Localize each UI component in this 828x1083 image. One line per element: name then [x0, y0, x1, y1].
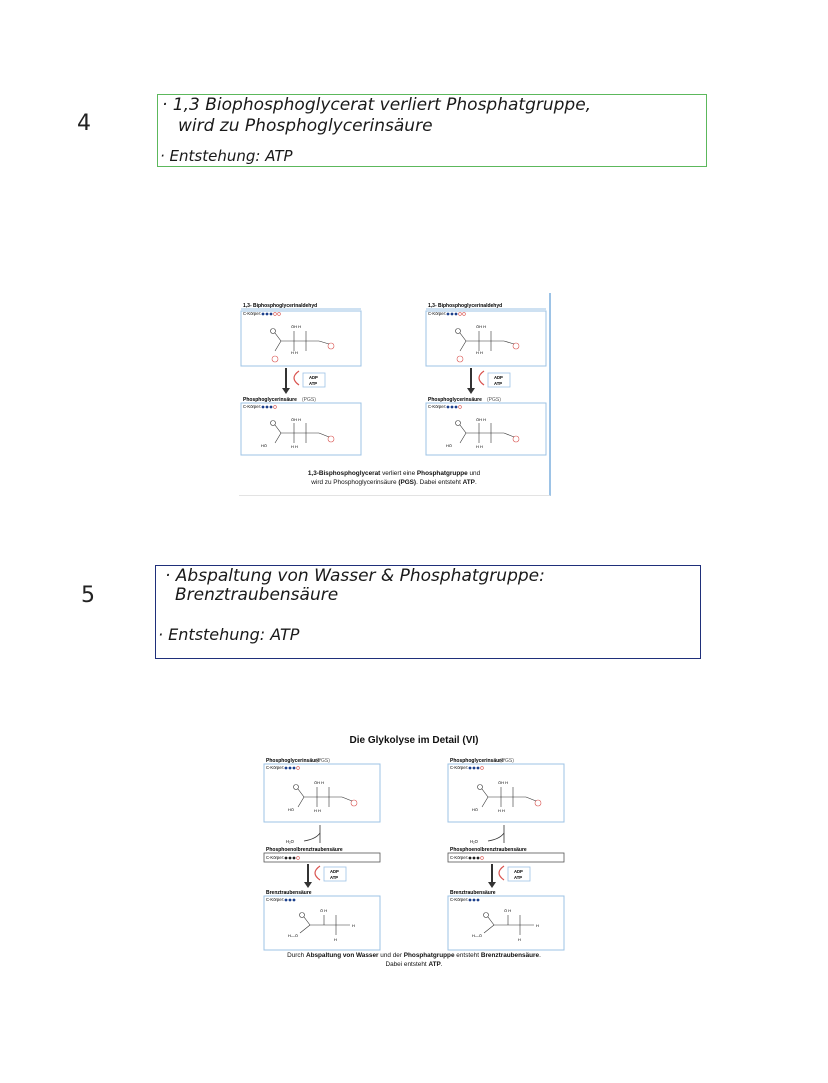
svg-text:C-Körper:: C-Körper:	[266, 897, 285, 902]
svg-text:H H: H H	[291, 350, 298, 355]
carbon-dot-icon	[455, 313, 458, 316]
svg-text:ADP: ADP	[494, 375, 503, 380]
carbon-dot-icon	[293, 767, 296, 770]
svg-text:Ö H: Ö H	[504, 908, 512, 913]
svg-text:C-Körper:: C-Körper:	[243, 404, 262, 409]
carbon-dot-icon	[266, 313, 269, 316]
svg-text:H: H	[536, 923, 539, 928]
note-4-line-2: wird zu Phosphoglycerinsäure	[178, 116, 433, 136]
svg-text:1,3- Biphosphoglycerinaldehyd: 1,3- Biphosphoglycerinaldehyd	[428, 303, 503, 309]
svg-text:H: H	[352, 923, 355, 928]
carbon-dot-icon	[285, 767, 288, 770]
carbon-dot-icon	[266, 406, 269, 409]
svg-text:ATP: ATP	[514, 875, 523, 880]
note-5-line-3: · Entstehung: ATP	[158, 625, 300, 644]
figure-1-column-left	[241, 303, 361, 455]
svg-text:(PGS): (PGS)	[302, 397, 316, 403]
svg-text:Brenztraubensäure: Brenztraubensäure	[266, 890, 312, 896]
svg-text:H: H	[334, 937, 337, 942]
carbon-dot-icon	[293, 899, 296, 902]
molecule-pyruvate	[300, 913, 351, 936]
note-number-5: 5	[81, 583, 95, 608]
svg-text:(PGS): (PGS)	[487, 397, 501, 403]
svg-text:C-Körper:: C-Körper:	[428, 311, 447, 316]
svg-text:Phosphoenolbrenztraubensäure: Phosphoenolbrenztraubensäure	[450, 847, 527, 853]
svg-text:Phosphoglycerinsäure: Phosphoglycerinsäure	[266, 758, 320, 764]
carbon-dot-icon	[469, 899, 472, 902]
carbon-dot-icon	[289, 767, 292, 770]
svg-text:ADP: ADP	[514, 869, 523, 874]
svg-text:Ö H: Ö H	[320, 908, 328, 913]
molecule-pgs	[271, 421, 335, 444]
svg-text:Phosphoglycerinsäure: Phosphoglycerinsäure	[243, 397, 297, 403]
svg-text:H: H	[518, 937, 521, 942]
figure-2-column-left	[264, 758, 380, 950]
svg-text:HÖ: HÖ	[472, 807, 478, 812]
figure-1-column-right	[426, 303, 546, 455]
svg-text:ADP: ADP	[330, 869, 339, 874]
carbon-dot-icon	[270, 406, 273, 409]
svg-text:H₂O: H₂O	[286, 839, 294, 844]
carbon-dot-icon	[477, 857, 480, 860]
svg-text:ADP: ADP	[309, 375, 318, 380]
svg-text:Brenztraubensäure: Brenztraubensäure	[450, 890, 496, 896]
carbon-dot-icon	[473, 857, 476, 860]
figure-1-diagram	[239, 293, 549, 495]
figure-bisphosphoglycerate	[239, 293, 551, 496]
carbon-dot-icon	[473, 767, 476, 770]
carbon-dot-icon	[289, 857, 292, 860]
svg-text:ÖH H: ÖH H	[314, 780, 324, 785]
svg-text:HÖ: HÖ	[446, 443, 452, 448]
svg-text:C-Körper:: C-Körper:	[428, 404, 447, 409]
phosphate-icon	[274, 406, 277, 409]
carbon-dot-icon	[262, 313, 265, 316]
note-5-line-2: Brenztraubensäure	[175, 585, 339, 605]
carbon-dot-icon	[451, 406, 454, 409]
svg-text:H—Ö: H—Ö	[472, 933, 482, 938]
note-number-4: 4	[77, 111, 91, 136]
note-4-line-3: · Entstehung: ATP	[160, 147, 293, 165]
carbon-dot-icon	[447, 313, 450, 316]
svg-text:H H: H H	[476, 444, 483, 449]
svg-text:H H: H H	[498, 808, 505, 813]
figure-1-caption: 1,3-Bisphosphoglycerat verliert eine Phosphatgruppe und wird zu Phosphoglycerinsäure (PGS). Dabei entsteht ATP.	[307, 470, 481, 486]
svg-text:HÖ: HÖ	[288, 807, 294, 812]
note-5-line-1: · Abspaltung von Wasser & Phosphatgruppe:	[165, 566, 545, 586]
svg-text:H H: H H	[291, 444, 298, 449]
svg-text:H₂O: H₂O	[470, 839, 478, 844]
svg-text:ÖH H: ÖH H	[291, 417, 301, 422]
figure-glycolysis-detail	[258, 735, 570, 971]
carbon-dot-icon	[285, 857, 288, 860]
figure-2-column-right	[448, 758, 564, 950]
phosphate-icon	[278, 313, 281, 316]
svg-text:H H: H H	[476, 350, 483, 355]
svg-text:C-Körper:: C-Körper:	[450, 897, 469, 902]
carbon-dot-icon	[477, 767, 480, 770]
phosphate-icon	[481, 857, 484, 860]
svg-text:Phosphoenolbrenztraubensäure: Phosphoenolbrenztraubensäure	[266, 847, 343, 853]
svg-text:ATP: ATP	[309, 381, 318, 386]
phosphate-icon	[459, 313, 462, 316]
svg-text:H—Ö: H—Ö	[288, 933, 298, 938]
phosphate-icon	[463, 313, 466, 316]
carbon-dot-icon	[477, 899, 480, 902]
svg-text:(PGS): (PGS)	[316, 758, 330, 764]
figure-2-diagram	[258, 753, 570, 971]
carbon-label: C-Körper:	[243, 311, 262, 316]
svg-text:Phosphoglycerinsäure: Phosphoglycerinsäure	[428, 397, 482, 403]
carbon-dot-icon	[451, 313, 454, 316]
carbon-dot-icon	[270, 313, 273, 316]
carbon-dot-icon	[469, 857, 472, 860]
svg-text:ÖH H: ÖH H	[476, 417, 486, 422]
svg-text:(PGS): (PGS)	[500, 758, 514, 764]
svg-text:C-Körper:: C-Körper:	[266, 765, 285, 770]
top-label: 1,3- Biphosphoglycerinaldehyd	[243, 303, 318, 309]
svg-text:C-Körper:: C-Körper:	[450, 765, 469, 770]
molecule-pgs	[294, 785, 358, 808]
svg-text:ÖH H: ÖH H	[291, 324, 301, 329]
phosphate-icon	[297, 767, 300, 770]
carbon-dot-icon	[455, 406, 458, 409]
carbon-dot-icon	[293, 857, 296, 860]
svg-text:Phosphoglycerinsäure: Phosphoglycerinsäure	[450, 758, 504, 764]
phosphate-icon	[297, 857, 300, 860]
svg-text:HÖ: HÖ	[261, 443, 267, 448]
svg-text:ATP: ATP	[330, 875, 339, 880]
phosphate-icon	[274, 313, 277, 316]
carbon-dot-icon	[469, 767, 472, 770]
figure-2-title: Die Glykolyse im Detail (VI)	[349, 735, 479, 746]
phosphate-icon	[481, 767, 484, 770]
svg-text:ATP: ATP	[494, 381, 503, 386]
svg-text:H H: H H	[314, 808, 321, 813]
carbon-dot-icon	[473, 899, 476, 902]
note-4-line-1: · 1,3 Biophosphoglycerat verliert Phosphatgruppe,	[162, 95, 592, 115]
svg-text:C-Körper:: C-Körper:	[266, 855, 285, 860]
figure-2-caption: Durch Abspaltung von Wasser und der Phosphatgruppe entsteht Brenztraubensäure. Dabei entsteht ATP.	[287, 952, 541, 968]
svg-text:ÖH H: ÖH H	[498, 780, 508, 785]
carbon-dot-icon	[447, 406, 450, 409]
carbon-dot-icon	[262, 406, 265, 409]
carbon-dot-icon	[285, 899, 288, 902]
phosphate-icon	[459, 406, 462, 409]
svg-text:ÖH H: ÖH H	[476, 324, 486, 329]
svg-text:C-Körper:: C-Körper:	[450, 855, 469, 860]
carbon-dot-icon	[289, 899, 292, 902]
molecule-1-3-bpg	[271, 329, 335, 363]
